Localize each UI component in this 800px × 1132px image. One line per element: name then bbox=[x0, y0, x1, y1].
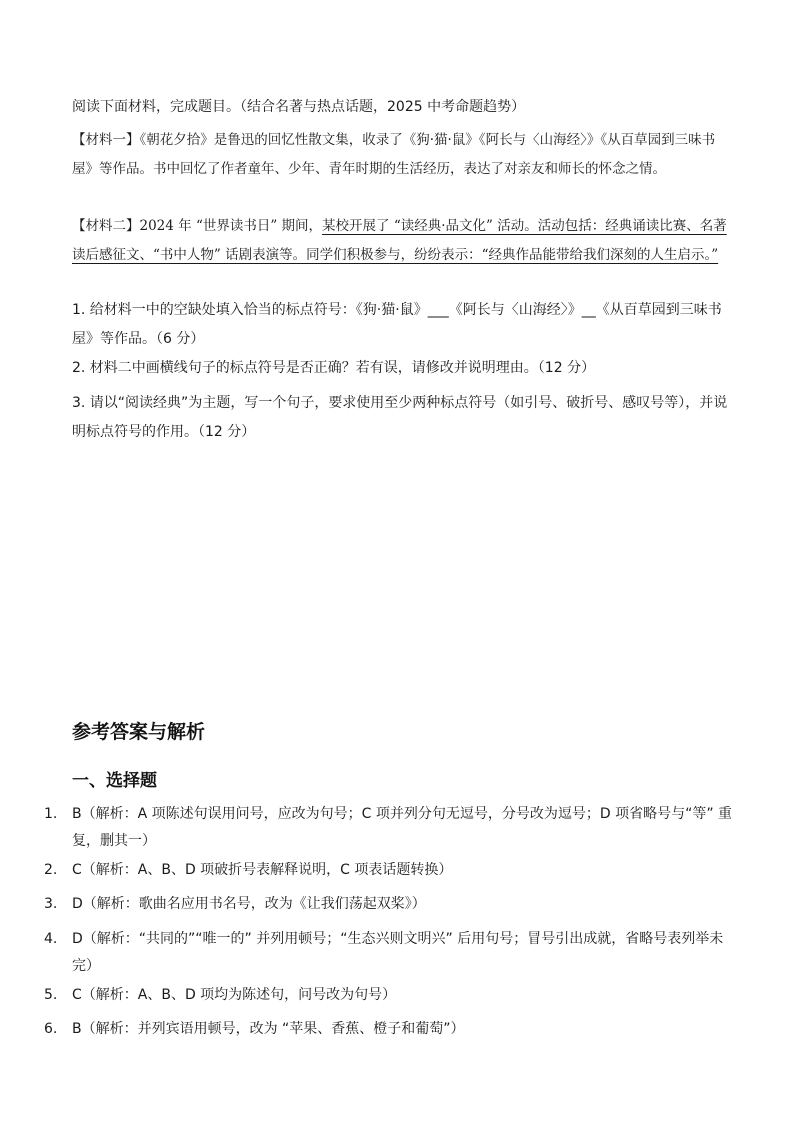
answer-text: D（解析：“共同的”“唯一的” 并列用顿号；“生态兴则文明兴” 后用句号；冒号引出成就，省略号表列举未完） bbox=[72, 931, 724, 974]
answer-item bbox=[44, 891, 734, 918]
answer-text: C（解析：A、B、D 项破折号表解释说明，C 项表话题转换） bbox=[72, 862, 453, 878]
material-one-label: 【材料一】 bbox=[72, 132, 140, 148]
answer-item bbox=[44, 926, 734, 980]
answer-text: C（解析：A、B、D 项均为陈述句，问号改为句号） bbox=[72, 987, 397, 1003]
material-two-underlined-sentence: 某校开展了 “读经典·品文化” 活动。活动包括：经典诵读比赛、名著读后感征文、“书中人物” 话剧表演等。同学们积极参与，纷纷表示：“经典作品能带给我们深刻的人生启示。” bbox=[72, 218, 727, 263]
answer-item bbox=[44, 1016, 734, 1043]
material-one-text: 《朝花夕拾》是鲁迅的回忆性散文集，收录了《狗·猫·鼠》《阿长与〈山海经〉》《从百草园到三味书屋》等作品。书中回忆了作者童年、少年、青年时期的生活经历，表达了对亲友和师长的怀念之情。 bbox=[72, 132, 716, 177]
answer-number: 5. bbox=[44, 987, 58, 1003]
answer-number: 4. bbox=[44, 931, 58, 947]
answer-text: B（解析：并列宾语用顿号，改为 “苹果、香蕉、橙子和葡萄”） bbox=[72, 1021, 465, 1037]
answer-number: 6. bbox=[44, 1021, 58, 1037]
answer-text: B（解析：A 项陈述句误用问号，应改为句号；C 项并列分句无逗号，分号改为逗号；D 项省略号与“等” 重复，删其一） bbox=[72, 806, 733, 849]
answer-text: D（解析：歌曲名应用书名号，改为《让我们荡起双桨》） bbox=[72, 896, 426, 912]
section-heading: 一、选择题 bbox=[72, 771, 157, 791]
question-1: 1. 给材料一中的空缺处填入恰当的标点符号：《狗·猫·鼠》___《阿长与〈山海经〉》__《从百草园到三味书屋》等作品。（6 分） bbox=[72, 302, 722, 347]
intro-text: 阅读下面材料，完成题目。（结合名著与热点话题，2025 中考命题趋势） bbox=[72, 99, 526, 115]
answer-item bbox=[44, 982, 734, 1009]
answer-number: 3. bbox=[44, 896, 58, 912]
question-3: 3. 请以“阅读经典”为主题，写一个句子，要求使用至少两种标点符号（如引号、破折号、感叹号等），并说明标点符号的作用。（12 分） bbox=[72, 395, 728, 440]
question-2: 2. 材料二中画横线句子的标点符号是否正确？若有误，请修改并说明理由。（12 分） bbox=[72, 360, 596, 376]
material-one bbox=[72, 126, 728, 184]
material-two bbox=[72, 212, 728, 270]
answer-number: 2. bbox=[44, 862, 58, 878]
answer-item bbox=[44, 857, 734, 884]
material-two-lead: 2024 年 “世界读书日” 期间， bbox=[139, 218, 323, 234]
answer-number: 1. bbox=[44, 806, 58, 822]
answer-heading: 参考答案与解析 bbox=[72, 721, 206, 743]
answer-item bbox=[44, 801, 734, 855]
material-two-label: 【材料二】 bbox=[72, 218, 140, 234]
